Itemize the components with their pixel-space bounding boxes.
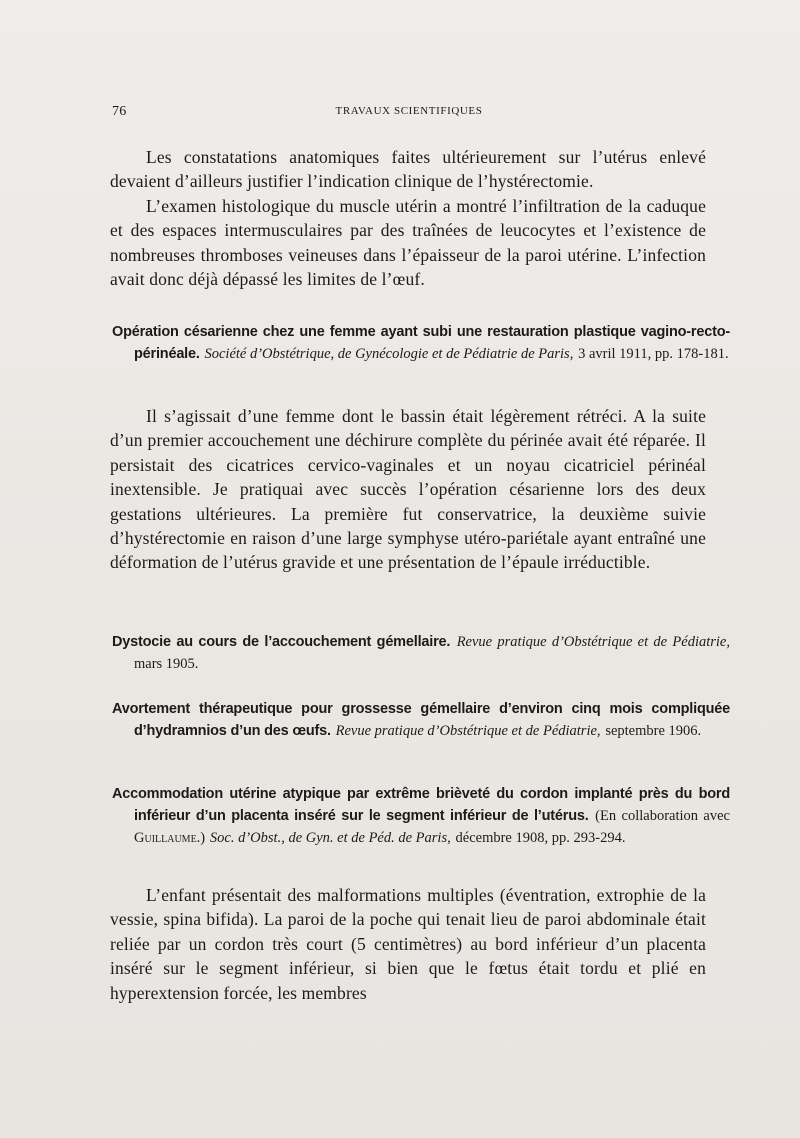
body-text-top <box>110 145 706 291</box>
entry-3-title: Avortement thérapeutique pour grossesse gémellaire d’environ cinq mois compliquée d’hydramnios d’un des œufs. <box>112 701 730 739</box>
entry-4-date: décembre 1908, pp. 293-294. <box>455 830 626 846</box>
entry-2-date: mars 1905. <box>134 656 199 672</box>
entry-1-source: Société d’Obstétrique, de Gynécologie et de Pédiatrie de Paris, <box>204 346 574 362</box>
entry-3-date: septembre 1906. <box>605 723 702 739</box>
entry-4-source: Soc. d’Obst., de Gyn. et de Péd. de Paris, <box>209 830 451 846</box>
page-number: 76 <box>112 104 127 119</box>
paragraph-1: Les constatations anatomiques faites ultérieurement sur l’utérus enlevé devaient d’ailleurs justifier l’indication clinique de l’hystérectomie. <box>110 147 706 192</box>
entry-2-source: Revue pratique d’Obstétrique et de Pédiatrie, <box>456 634 730 650</box>
bibliography-entry-4 <box>112 783 730 849</box>
entry-2-title: Dystocie au cours de l’accouchement gémellaire. <box>112 634 451 650</box>
bibliography-entry-2 <box>112 631 730 675</box>
running-title: TRAVAUX SCIENTIFIQUES <box>335 105 483 117</box>
entry-1-date: 3 avril 1911, pp. 178-181. <box>578 346 729 362</box>
entry-4-note: (En collaboration avec <box>595 808 730 824</box>
paragraph-2: L’examen histologique du muscle utérin a montré l’infiltration de la caduque et des espaces intermusculaires par des traînées de leucocytes et l’existence de nombreuses thromboses veineuses dans l’épaisseur de la paroi utérine. L’infection avait donc déjà dépassé les limites de l’œuf. <box>110 195 706 290</box>
body-text-middle <box>110 404 706 575</box>
paragraph-3: Il s’agissait d’une femme dont le bassin était légèrement rétréci. A la suite d’un premier accouchement une déchirure complète du périnée avait été réparée. Il persistait des cicatrices cervico-vaginales et un noyau cicatriciel périnéal inextensible. Je pratiquai avec succès l’opération césarienne lors des deux gestations ultérieures. La première fut conservatrice, la deuxième suivie d’hystérectomie en raison d’une large symphyse utéro-pariétale ayant entraîné une déformation de l’utérus gravide et une présentation de l’épaule irréductible. <box>110 406 706 573</box>
entry-4-title: Accommodation utérine atypique par extrême brièveté du cordon implanté près du bord inférieur d’un placenta inséré sur le segment inférieur de l’utérus. <box>112 786 730 824</box>
entry-3-source: Revue pratique d’Obstétrique et de Pédiatrie, <box>335 723 601 739</box>
entry-1-title: Opération césarienne chez une femme ayant subi une restauration plastique vagino-recto-périnéale. <box>112 324 730 362</box>
bibliography-entry-3 <box>112 698 730 742</box>
body-text-bottom <box>110 883 706 1005</box>
bibliography-entry-1 <box>112 321 730 365</box>
entry-4-collaborator: Guillaume.) <box>134 830 206 846</box>
page-header <box>112 104 706 124</box>
paragraph-4: L’enfant présentait des malformations multiples (éventration, extrophie de la vessie, spina bifida). La paroi de la poche qui tenait lieu de paroi abdominale était reliée par un cordon très court (5 centimètres) au bord inférieur d’un placenta inséré sur le segment inférieur, si bien que le fœtus était tordu et plié en hyperextension forcée, les membres <box>110 885 706 1003</box>
